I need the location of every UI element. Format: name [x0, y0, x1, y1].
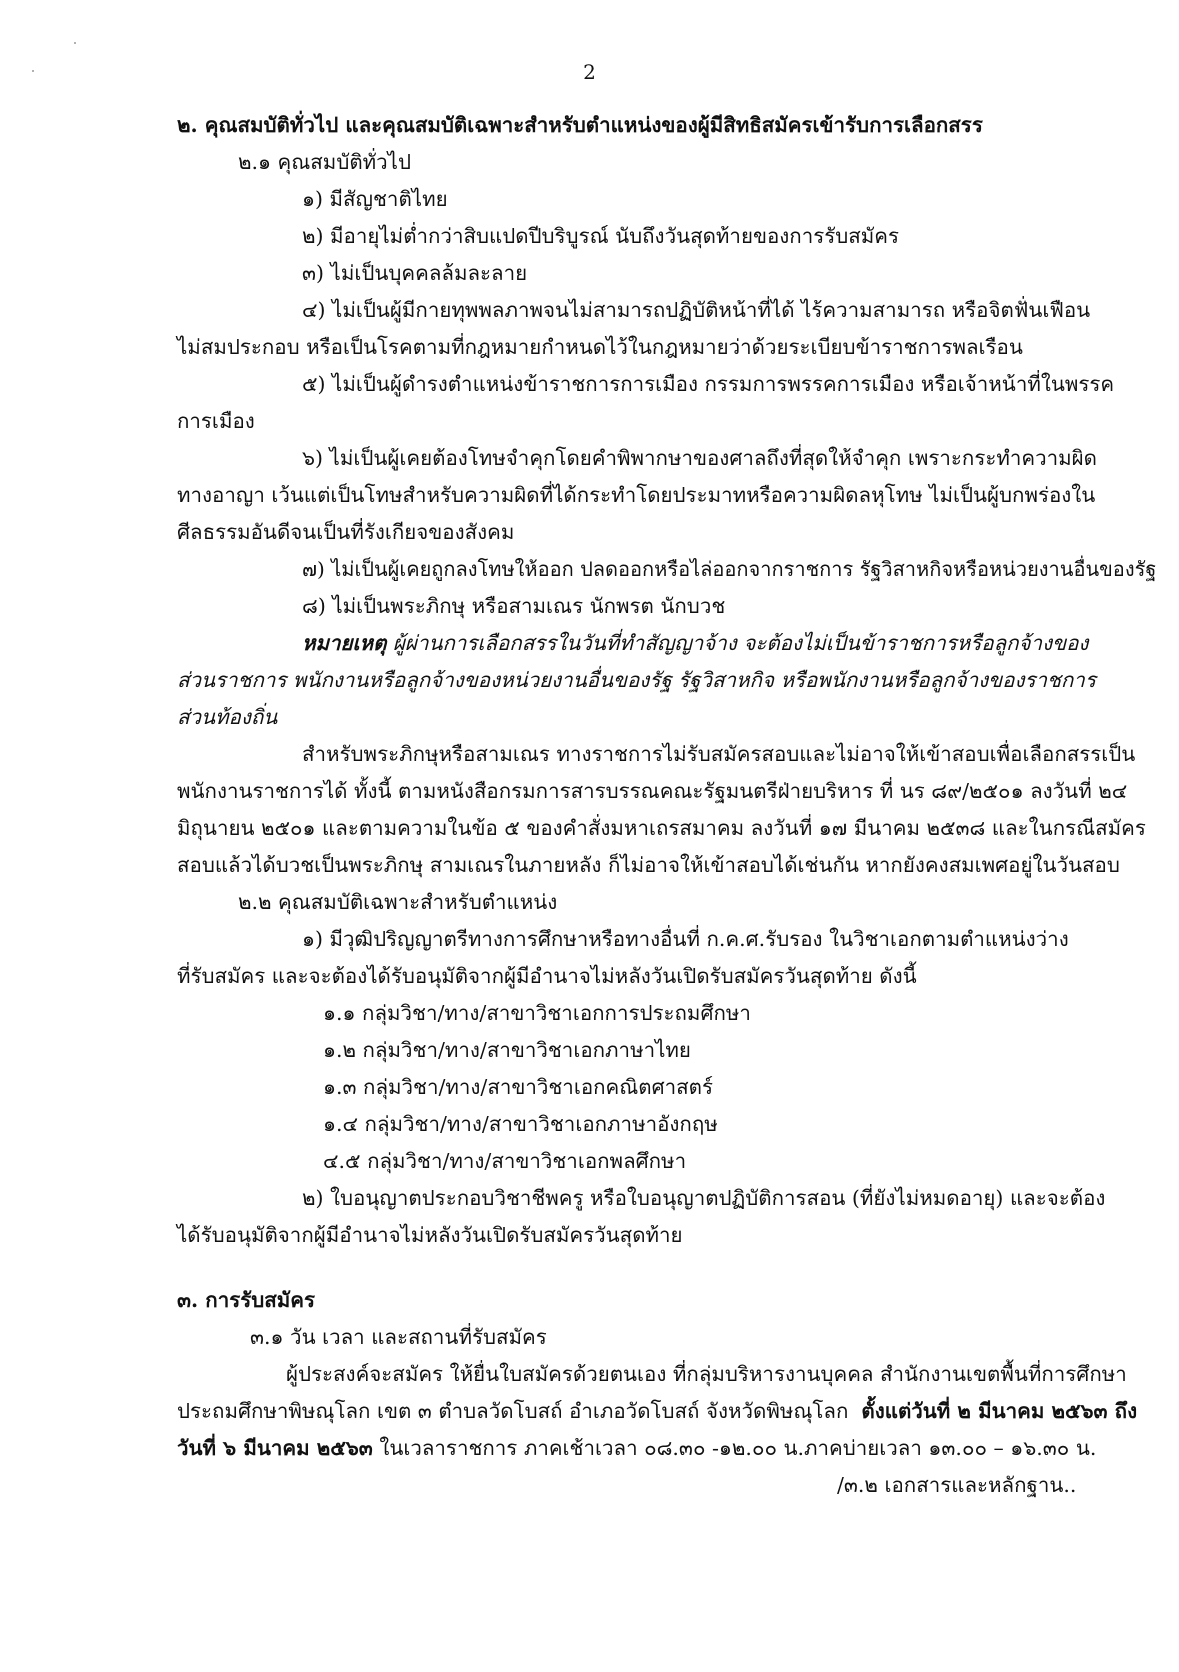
qualification-item-continued: ไม่สมประกอบ หรือเป็นโรคตามที่กฎหมายกำหนดไว้ในกฎหมายว่าด้วยระเบียบข้าราชการพลเรือน [177, 335, 1023, 359]
section-2-heading: ๒. คุณสมบัติทั่วไป และคุณสมบัติเฉพาะสำหรับตำแหน่งของผู้มีสิทธิสมัครเข้ารับการเลือกสรร [177, 113, 983, 137]
note-line [302, 628, 1088, 658]
qualification-item-continued: การเมือง [177, 409, 255, 433]
specific-qualification-line: ที่รับสมัคร และจะต้องได้รับอนุมัติจากผู้มีอำนาจไม่หลังวันเปิดรับสมัครวันสุดท้าย ดังนี้ [177, 964, 917, 988]
license-line: ได้รับอนุมัติจากผู้มีอำนาจไม่หลังวันเปิดรับสมัครวันสุดท้าย [177, 1223, 683, 1247]
note-line: ส่วนราชการ พนักงานหรือลูกจ้างของหน่วยงานอื่นของรัฐ รัฐวิสาหกิจ หรือพนักงานหรือลูกจ้างของราชการ [177, 668, 1096, 692]
application-line [177, 1433, 1096, 1463]
qualification-item: ๕) ไม่เป็นผู้ดำรงตำแหน่งข้าราชการการเมือง กรรมการพรรคการเมือง หรือเจ้าหน้าที่ในพรรค [302, 372, 1115, 396]
subsection-2-2-title: ๒.๒ คุณสมบัติเฉพาะสำหรับตำแหน่ง [238, 890, 558, 914]
page-number: 2 [583, 60, 596, 84]
qualification-item: ๗) ไม่เป็นผู้เคยถูกลงโทษให้ออก ปลดออกหรือไล่ออกจากราชการ รัฐวิสาหกิจหรือหน่วยงานอื่นของรัฐ [302, 557, 1157, 581]
subject-item: ๔.๕ กลุ่มวิชา/ทาง/สาขาวิชาเอกพลศึกษา [323, 1149, 687, 1173]
scan-speck [74, 42, 76, 44]
note-line: ส่วนท้องถิ่น [177, 705, 278, 729]
qualification-item: ๒) มีอายุไม่ต่ำกว่าสิบแปดปีบริบูรณ์ นับถึงวันสุดท้ายของการรับสมัคร [302, 224, 899, 248]
monk-paragraph-line: พนักงานราชการได้ ทั้งนี้ ตามหนังสือกรมการสารบรรณคณะรัฐมนตรีฝ่ายบริหาร ที่ นร ๘๙/๒๕๐๑ ลงวันที่ ๒๔ [177, 779, 1128, 803]
note-text: ผู้ผ่านการเลือกสรรในวันที่ทำสัญญาจ้าง จะต้องไม่เป็นข้าราชการหรือลูกจ้างของ [392, 631, 1089, 655]
qualification-item-continued: ศีลธรรมอันดีจนเป็นที่รังเกียจของสังคม [177, 520, 515, 544]
subsection-3-1-title: ๓.๑ วัน เวลา และสถานที่รับสมัคร [250, 1325, 547, 1349]
monk-paragraph-line: มิถุนายน ๒๕๐๑ และตามความในข้อ ๕ ของคำสั่งมหาเถรสมาคม ลงวันที่ ๑๗ มีนาคม ๒๕๓๘ และในกรณีสมัคร [177, 816, 1146, 840]
subject-item: ๑.๒ กลุ่มวิชา/ทาง/สาขาวิชาเอกภาษาไทย [323, 1038, 691, 1062]
application-line: ผู้ประสงค์จะสมัคร ให้ยื่นใบสมัครด้วยตนเอง ที่กลุ่มบริหารงานบุคคล สำนักงานเขตพื้นที่การศึกษา [286, 1362, 1127, 1386]
application-place: ประถมศึกษาพิษณุโลก เขต ๓ ตำบลวัดโบสถ์ อำเภอวัดโบสถ์ จังหวัดพิษณุโลก [177, 1399, 849, 1423]
license-line: ๒) ใบอนุญาตประกอบวิชาชีพครู หรือใบอนุญาตปฏิบัติการสอน (ที่ยังไม่หมดอายุ) และจะต้อง [302, 1186, 1106, 1210]
application-start-date: ตั้งแต่วันที่ ๒ มีนาคม ๒๕๖๓ ถึง [861, 1399, 1138, 1423]
qualification-item-continued: ทางอาญา เว้นแต่เป็นโทษสำหรับความผิดที่ได้กระทำโดยประมาทหรือความผิดลหุโทษ ไม่เป็นผู้บกพร่องใน [177, 483, 1096, 507]
qualification-item: ๓) ไม่เป็นบุคคลล้มละลาย [302, 261, 528, 285]
continued-marker: /๓.๒ เอกสารและหลักฐาน.. [837, 1473, 1077, 1497]
qualification-item: ๖) ไม่เป็นผู้เคยต้องโทษจำคุกโดยคำพิพากษาของศาลถึงที่สุดให้จำคุก เพราะกระทำความผิด [302, 446, 1097, 470]
qualification-item: ๘) ไม่เป็นพระภิกษุ หรือสามเณร นักพรต นักบวช [302, 594, 726, 618]
subsection-2-1-title: ๒.๑ คุณสมบัติทั่วไป [238, 150, 411, 174]
qualification-item: ๑) มีสัญชาติไทย [302, 187, 448, 211]
section-3-heading: ๓. การรับสมัคร [177, 1288, 315, 1312]
application-end-date: วันที่ ๖ มีนาคม ๒๕๖๓ [177, 1436, 373, 1460]
application-hours: ในเวลาราชการ ภาคเช้าเวลา ๐๘.๓๐ -๑๒.๐๐ น.ภาคบ่ายเวลา ๑๓.๐๐ – ๑๖.๓๐ น. [379, 1436, 1097, 1460]
note-label: หมายเหตุ [302, 631, 387, 655]
application-line [177, 1396, 1137, 1426]
specific-qualification-line: ๑) มีวุฒิปริญญาตรีทางการศึกษาหรือทางอื่นที่ ก.ค.ศ.รับรอง ในวิชาเอกตามตำแหน่งว่าง [302, 927, 1069, 951]
subject-item: ๑.๑ กลุ่มวิชา/ทาง/สาขาวิชาเอกการประถมศึกษา [323, 1001, 751, 1025]
monk-paragraph-line: สอบแล้วได้บวชเป็นพระภิกษุ สามเณรในภายหลัง ก็ไม่อาจให้เข้าสอบได้เช่นกัน หากยังคงสมเพศอยู่ในวันสอบ [177, 853, 1120, 877]
subject-item: ๑.๔ กลุ่มวิชา/ทาง/สาขาวิชาเอกภาษาอังกฤษ [323, 1112, 718, 1136]
subject-item: ๑.๓ กลุ่มวิชา/ทาง/สาขาวิชาเอกคณิตศาสตร์ [323, 1075, 713, 1099]
qualification-item: ๔) ไม่เป็นผู้มีกายทุพพลภาพจนไม่สามารถปฏิบัติหน้าที่ได้ ไร้ความสามารถ หรือจิตฟั่นเฟือน [302, 298, 1091, 322]
monk-paragraph-line: สำหรับพระภิกษุหรือสามเณร ทางราชการไม่รับสมัครสอบและไม่อาจให้เข้าสอบเพื่อเลือกสรรเป็น [302, 742, 1136, 766]
